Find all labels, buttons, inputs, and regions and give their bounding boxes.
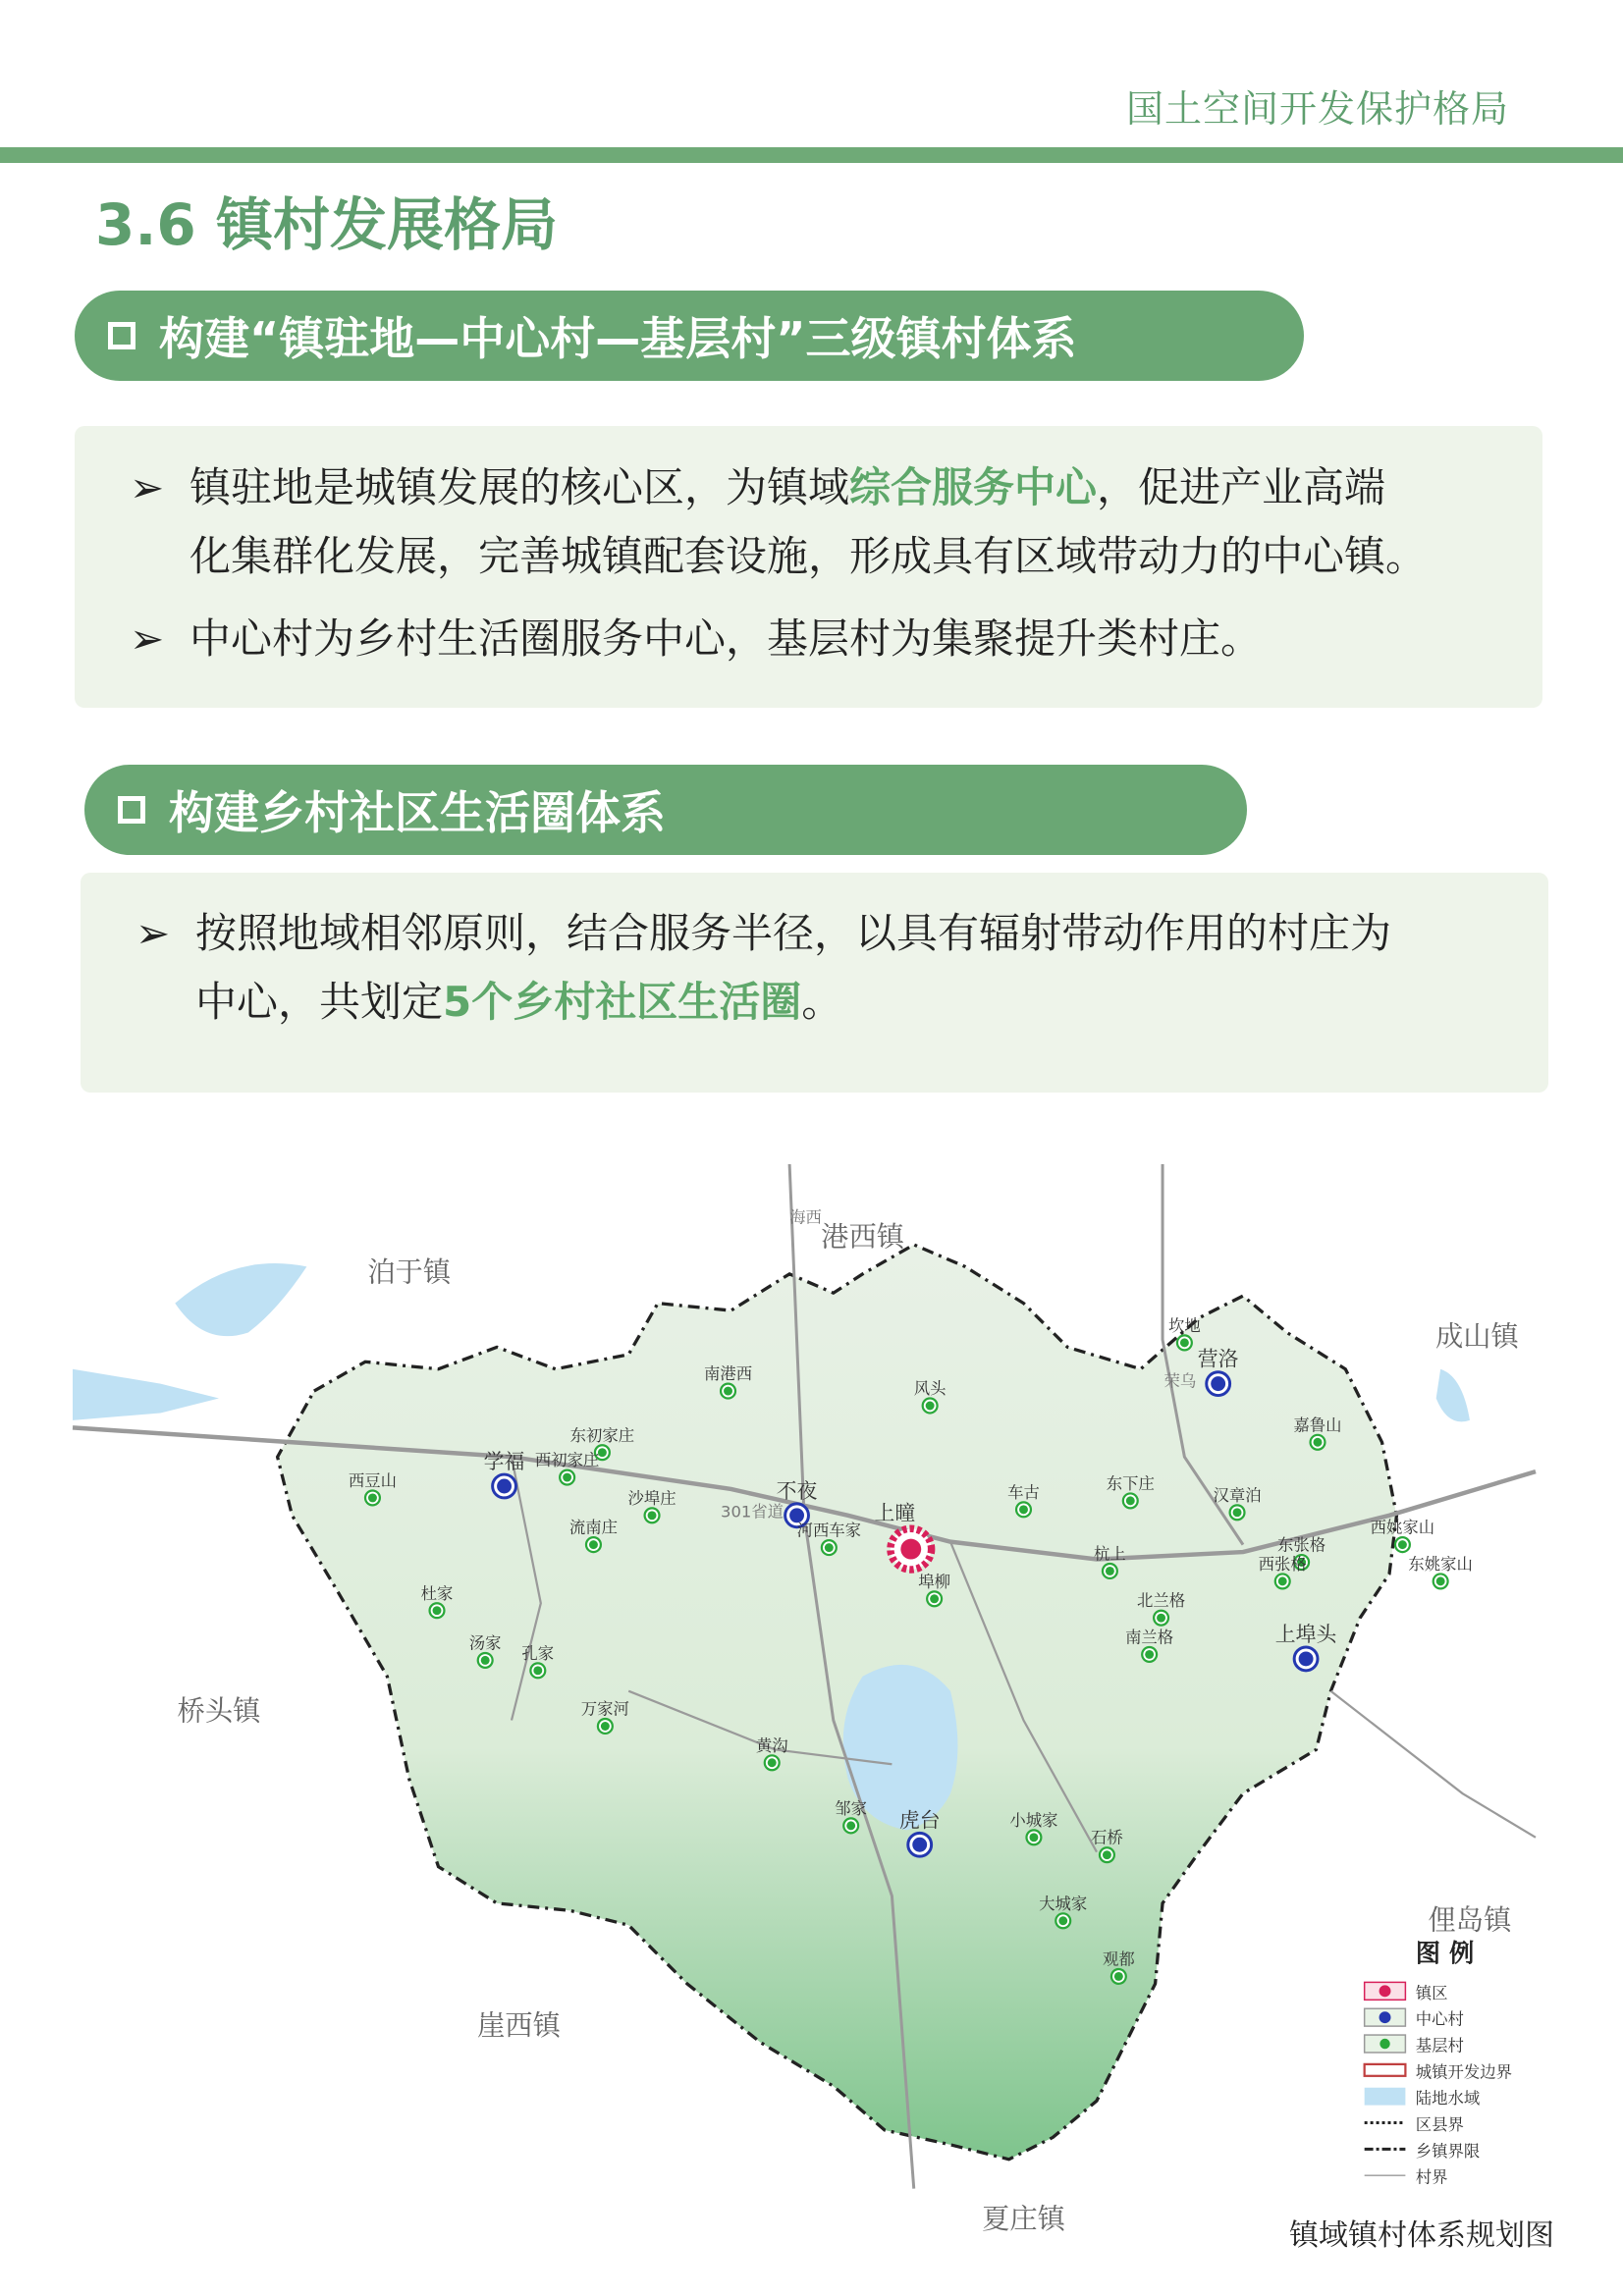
base-village-marker [1123,1493,1138,1508]
legend-item-label: 区县界 [1415,2114,1464,2134]
section-title: 3.6 镇村发展格局 [95,191,558,258]
town-label: 上曈 [874,1501,916,1525]
base-village-marker [645,1508,660,1522]
arrow-bullet-icon: ➢ [130,614,165,663]
base-village-marker [530,1663,545,1678]
square-icon [108,322,135,349]
base-village-marker [430,1603,445,1618]
heading-2-text: 构建乡村社区生活圈体系 [169,786,666,839]
legend [1365,1939,1512,2187]
sea-water [73,1369,219,1420]
base-village-marker [1230,1505,1245,1520]
center-village-marker [493,1474,516,1498]
base-village-marker [1311,1435,1325,1450]
base-village-marker [1111,1969,1126,1984]
center-village-marker [908,1833,932,1856]
base-village-label: 观都 [1102,1949,1135,1969]
base-village-label: 东下庄 [1106,1473,1155,1493]
base-village-label: 东初家庄 [569,1425,635,1445]
base-village-marker [1177,1335,1192,1350]
heading-pill-2 [84,765,1247,855]
legend-item-label: 城镇开发边界 [1415,2062,1513,2082]
base-village-marker [1154,1611,1168,1626]
base-village-label: 邹家 [835,1798,868,1818]
base-village-label: 南港西 [703,1364,753,1384]
base-village-label: 车古 [1007,1482,1040,1502]
base-village-label: 埠柳 [918,1572,950,1591]
base-village-marker [1100,1847,1114,1862]
heading-1-text: 构建“镇驻地—中心村—基层村”三级镇村体系 [159,312,1077,365]
neighbor-township-label: 成山镇 [1434,1319,1519,1353]
base-village-label: 西初家庄 [534,1451,600,1470]
base-village-label: 南兰格 [1125,1628,1174,1647]
arrow-bullet-icon: ➢ [130,463,165,511]
neighbor-township-label: 泊于镇 [367,1255,452,1289]
base-village-label: 孔家 [521,1643,555,1663]
legend-item [1365,2168,1448,2187]
base-village-marker [765,1755,780,1770]
base-village-marker [923,1399,938,1414]
square-icon [118,796,145,824]
road-label: 海西 [789,1207,822,1227]
town-center-marker [891,1528,932,1570]
base-village-label: 沙埠庄 [627,1488,676,1508]
legend-item [1365,2062,1512,2081]
base-village-marker [822,1540,837,1555]
legend-item [1365,2088,1481,2108]
base-village-marker [1395,1537,1410,1552]
legend-item [1365,2008,1464,2028]
base-village-label: 风头 [913,1379,947,1399]
legend-item-label: 中心村 [1415,2009,1464,2029]
neighbor-township-label: 桥头镇 [177,1694,261,1728]
base-village-label: 小城家 [1009,1810,1058,1830]
base-village-marker [586,1537,601,1552]
heading-pill-1 [75,291,1304,381]
base-village-label: 河西车家 [796,1521,862,1540]
base-village-marker [1016,1502,1031,1517]
base-village-marker [1275,1574,1290,1588]
legend-item-label: 基层村 [1415,2036,1464,2056]
legend-title: 图 例 [1415,1938,1475,1968]
base-village-marker [1026,1830,1041,1844]
header-rule [0,147,1623,163]
base-village-marker [598,1719,613,1734]
base-village-label: 东张格 [1277,1535,1326,1555]
neighbor-township-label: 俚岛镇 [1428,1903,1512,1937]
legend-item [1365,2035,1464,2055]
bullet-2-1-text: 按照地域相邻原则，结合服务半径，以具有辐射带动作用的村庄为 中心，共划定5个乡村社区生活圈。 [195,909,1392,1026]
base-village-label: 杭上 [1094,1544,1126,1564]
base-village-marker [560,1470,574,1485]
base-village-label: 流南庄 [568,1518,619,1537]
base-village-label: 黄沟 [755,1735,788,1755]
base-village-marker [721,1384,735,1399]
center-village-label: 学福 [483,1450,525,1474]
base-village-marker [1434,1574,1448,1588]
base-village-marker [1142,1647,1157,1662]
legend-item-label: 村界 [1415,2167,1448,2187]
base-village-marker [1055,1913,1070,1928]
center-village-label: 不夜 [776,1478,818,1503]
header-title: 国土空间开发保护格局 [1125,87,1509,131]
neighbor-township-label: 崖西镇 [477,2009,561,2043]
center-village-marker [1207,1372,1230,1396]
arrow-bullet-icon: ➢ [135,909,171,957]
base-village-label: 大城家 [1039,1894,1088,1913]
town-village-system-map [73,1164,1536,2235]
highlight-life-circles: 5个乡村社区生活圈 [443,978,802,1026]
highlight-service-center: 综合服务中心 [849,463,1098,511]
bullet-1-1 [130,454,1524,591]
legend-item-label: 镇区 [1415,1983,1448,2002]
center-village-label: 上埠头 [1274,1623,1337,1647]
road-label: 荣乌 [1163,1371,1197,1391]
base-village-label: 杜家 [420,1583,454,1603]
base-village-label: 坎地 [1168,1315,1201,1335]
base-village-marker [478,1653,493,1668]
base-village-label: 汤家 [468,1633,502,1653]
legend-item [1365,1982,1448,2002]
east-lake-water [1436,1369,1470,1422]
base-village-marker [927,1591,942,1606]
base-village-marker [365,1490,380,1505]
base-village-label: 北兰格 [1136,1591,1186,1611]
base-village-marker [843,1818,858,1833]
bullet-1-2-text: 中心村为乡村生活圈服务中心，基层村为集聚提升类村庄。 [189,614,1263,663]
base-village-label: 万家河 [580,1699,629,1719]
neighbor-township-label: 夏庄镇 [982,2202,1065,2235]
legend-item [1365,2115,1464,2134]
neighbor-township-label: 港西镇 [821,1220,905,1254]
legend-item-label: 陆地水域 [1415,2089,1481,2109]
base-village-label: 石桥 [1091,1828,1123,1847]
base-village-label: 西豆山 [348,1470,398,1490]
base-village-label: 汉章泊 [1213,1485,1262,1505]
center-village-label: 营洛 [1197,1347,1239,1371]
base-village-label: 东姚家山 [1408,1554,1473,1574]
legend-item-label: 乡镇界限 [1415,2141,1481,2161]
legend-items [1365,1982,1512,2186]
base-village-label: 西姚家山 [1370,1518,1435,1537]
bullet-1-1-text: 镇驻地是城镇发展的核心区，为镇域综合服务中心，促进产业高端 化集群化发展，完善城镇配套设施，形成具有区域带动力的中心镇。 [189,463,1428,580]
base-village-marker [1103,1564,1117,1578]
road-label: 301省道 [721,1502,784,1522]
lake-water [175,1263,306,1336]
legend-item [1365,2142,1481,2161]
center-village-label: 虎台 [898,1808,941,1833]
center-village-marker [1294,1647,1318,1671]
bullet-2-1 [135,899,1530,1037]
bullet-1-2 [130,605,1524,673]
base-village-label: 嘉鲁山 [1293,1415,1342,1435]
base-village-label: 西张格 [1258,1554,1307,1574]
map-caption: 镇域镇村体系规划图 [1289,2218,1554,2253]
